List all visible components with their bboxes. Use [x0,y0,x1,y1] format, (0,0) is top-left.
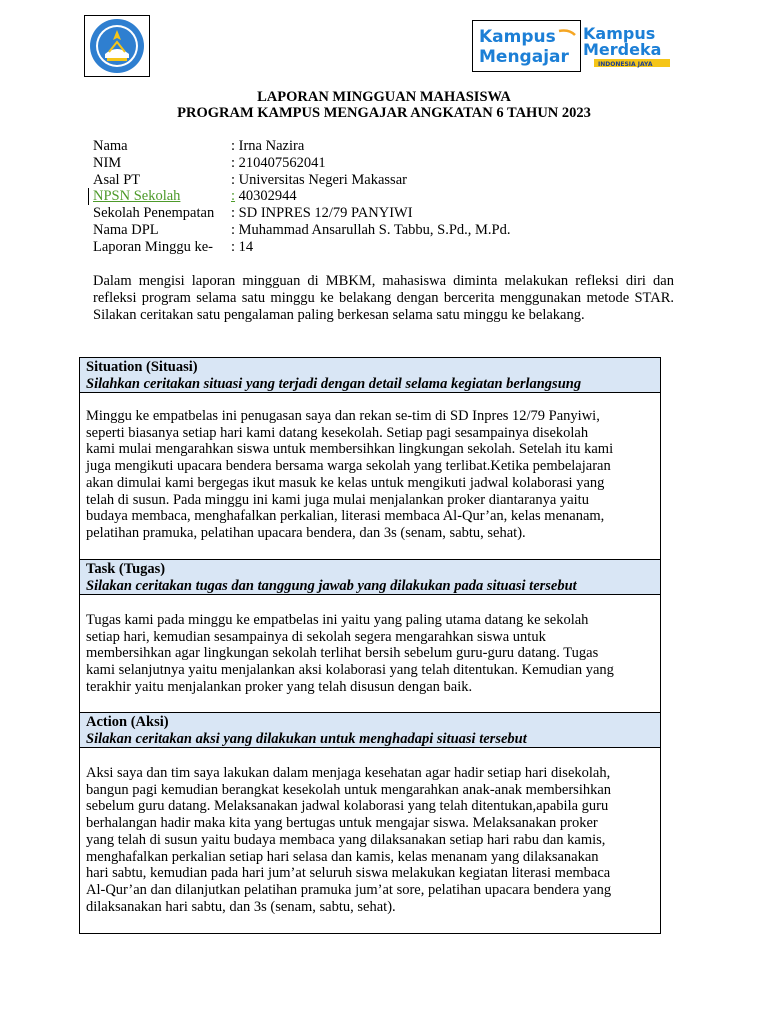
action-header [80,713,660,748]
situation-header [80,358,660,393]
info-label: NPSN Sekolah [93,188,181,205]
body-line: Al-Qur’an dan dilanjutkan pelatihan pramuka jum’at sore, pelatihan upacara bendera yang [86,881,612,898]
body-line: Aksi saya dan tim saya lakukan dalam menjaga kesehatan agar hadir setiap hari disekolah, [86,765,611,781]
info-label: NIM [93,154,122,171]
kemendikbud-logo [84,15,150,77]
info-value: 40302944 [235,188,297,205]
info-label: Asal PT [93,171,141,188]
kampus-mengajar-word-2: Mengajar [479,47,569,67]
report-title: LAPORAN MINGGUAN MAHASISWA [257,89,511,105]
info-colon: : [231,188,236,205]
kampus-merdeka-logo [582,22,674,70]
body-line: kami mulai mengarahkan siswa untuk membersihkan lingkungan sekolah. Setelah itu kami [86,441,614,458]
body-line: setiap hari, kemudian sesampainya di sekolah segera mengarahkan siswa untuk [86,628,546,645]
info-label: Sekolah Penempatan [93,205,215,222]
body-line: dilaksanakan hari sabtu, dan 3s (senam, sabtu, sehat). [86,898,396,915]
body-line: sebelum guru datang. Melaksanakan jadwal kolaborasi yang telah ditentukan,apabila guru [86,798,609,815]
body-line: hari sabtu, kemudian pada hari jum’at seluruh siswa melakukan kegiatan literasi membaca [86,865,611,882]
body-line: seperti biasanya setiap hari kami datang kesekolah. Setiap pagi sesampainya disekolah [86,424,589,441]
body-line: pelatihan pramuka, pelatihan upacara bendera, dan 3s (senam, sabtu, sehat). [86,524,526,541]
intro-paragraph: Dalam mengisi laporan mingguan di MBKM, mahasiswa diminta melakukan refleksi diri dan refleksi program selama satu minggu ke belakang dengan bercerita menggunakan metode STAR. Silakan ceritakan satu pengalaman paling berkesan selama satu minggu ke belakang. [93,273,674,323]
situation-body [80,393,660,560]
info-value: : 14 [231,238,254,255]
section-heading: Task (Tugas) [86,561,166,577]
info-label: Nama [93,138,128,154]
kampus-merdeka-tagline: INDONESIA JAYA [598,61,653,68]
body-line: Minggu ke empatbelas ini penugasan saya dan rekan se-tim di SD Inpres 12/79 Panyiwi, [86,408,600,424]
kampus-merdeka-word-1: Kampus [583,24,656,43]
task-header [80,560,660,595]
info-value: : SD INPRES 12/79 PANYIWI [231,205,413,222]
section-heading: Action (Aksi) [86,714,169,730]
body-line: terakhir yaitu menjalankan proker yang telah disusun dengan baik. [86,678,473,695]
body-line: akan dimulai kami bergegas ikut masuk ke kelas untuk mengikuti jadwal kolaborasi yang [86,474,605,491]
task-body [80,595,660,713]
section-heading: Situation (Situasi) [86,359,198,375]
body-line: membersihkan agar lingkungan sekolah terlihat bersih sebelum guru-guru datang. Tugas [86,645,599,662]
section-subheading: Silahkan ceritakan situasi yang terjadi dengan detail selama kegiatan berlangsung [86,375,582,392]
info-value: : Irna Nazira [231,138,305,154]
revision-mark [88,188,89,205]
section-subheading: Silakan ceritakan tugas dan tanggung jawab yang dilakukan pada situasi tersebut [86,577,577,594]
info-value: : Universitas Negeri Makassar [231,171,407,188]
section-subheading: Silakan ceritakan aksi yang dilakukan untuk menghadapi situasi tersebut [86,730,527,747]
body-line: budaya membaca, menghafalkan perkalian, literasi membaca Al-Qur’an, kelas menanam, [86,508,605,525]
body-line: berhalangan hadir maka kita yang bertugas untuk mengajar siswa. Melaksanakan proker [86,815,598,832]
kampus-mengajar-logo [472,20,581,72]
body-line: telah di susun. Pada minggu ini kami juga mulai menjalankan proker diantaranya yaitu [86,491,589,508]
info-value: : Muhammad Ansarullah S. Tabbu, S.Pd., M.Pd. [231,221,511,238]
kampus-merdeka-word-2: Merdeka [583,40,662,59]
action-body [80,748,660,933]
star-table [79,357,661,934]
program-title: PROGRAM KAMPUS MENGAJAR ANGKATAN 6 TAHUN 2023 [177,105,591,121]
info-value-wrapper [231,188,297,205]
body-line: yang telah di susun yaitu budaya membaca yang dilaksanakan setiap hari rabu dan kamis, [86,831,606,848]
kampus-mengajar-word-1: Kampus [479,27,556,47]
body-line: juga mengikuti upacara bendera bersama warga sekolah yang terlibat.Ketika pembelajaran [86,458,611,475]
body-line: kami selanjutnya yaitu menjalankan aksi kolaborasi yang telah ditentukan. Kemudian yang [86,662,614,679]
body-line: Tugas kami pada minggu ke empatbelas ini yaitu yang paling utama datang ke sekolah [86,612,589,628]
info-label: Nama DPL [93,221,159,238]
body-line: menghafalkan perkalian setiap hari selasa dan kamis, kelas menanam yang dilaksanakan [86,848,599,865]
body-line: bangun pagi kemudian berangkat kesekolah untuk mengarahkan anak-anak membersihkan [86,781,612,798]
info-value: : 210407562041 [231,154,326,171]
info-label: Laporan Minggu ke- [93,238,213,255]
